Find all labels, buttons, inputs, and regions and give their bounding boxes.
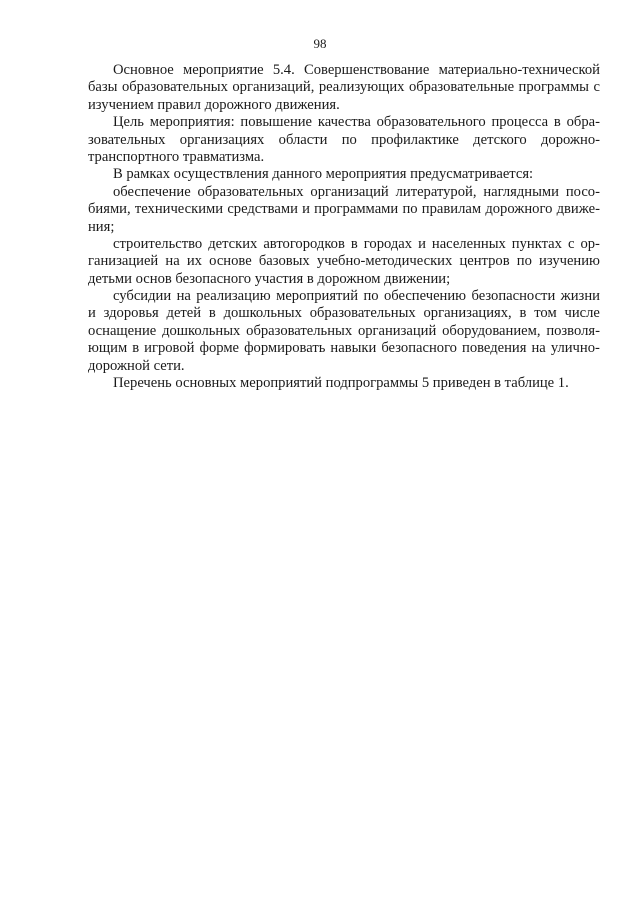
word: обра- <box>566 114 600 131</box>
text-line <box>88 288 600 305</box>
word: области <box>278 131 328 148</box>
word: мероприятий <box>276 288 359 305</box>
word: навыки <box>330 340 377 357</box>
text-line <box>88 253 600 270</box>
word: субсидии <box>113 288 172 305</box>
word: техническими <box>134 201 224 218</box>
word: образовательных <box>121 79 228 96</box>
word: населенных <box>431 235 506 252</box>
word: базовых <box>258 253 310 270</box>
word: реализующих <box>318 79 405 96</box>
word: зовательных <box>88 131 166 148</box>
word: с <box>567 235 575 252</box>
word: в <box>208 305 216 322</box>
word: в <box>350 235 358 252</box>
text-line <box>88 114 600 131</box>
word: по <box>363 288 379 305</box>
word: автогородков <box>263 235 345 252</box>
word: ганизацией <box>88 253 159 270</box>
word: на <box>531 340 546 357</box>
text-line <box>88 236 600 253</box>
word: качества <box>317 114 371 131</box>
text-line <box>88 271 600 288</box>
word: образовательного <box>376 114 486 131</box>
word: средствами <box>227 201 298 218</box>
word: организаций <box>357 322 437 339</box>
text-line <box>88 132 600 149</box>
word: безопасности <box>471 288 556 305</box>
word: детских <box>208 235 258 252</box>
word: Цель <box>113 114 144 131</box>
word: здоровья <box>103 305 159 322</box>
word: образовательных <box>197 183 304 200</box>
word: дорожно- <box>540 131 600 148</box>
paragraph <box>88 184 600 236</box>
word: 5.4. <box>272 62 295 78</box>
word: материально-технической <box>438 62 600 78</box>
paragraph <box>88 62 600 114</box>
word: том <box>534 305 557 322</box>
line-text: ния; <box>88 218 115 235</box>
word: улично- <box>550 340 600 357</box>
word: образовательных <box>246 322 353 339</box>
word: игровой <box>144 340 195 357</box>
word: посо- <box>565 183 600 200</box>
text-line <box>88 62 600 79</box>
word: Основное <box>113 62 174 78</box>
line-text: детьми основ безопасного участия в дорожном движении; <box>88 270 451 287</box>
word: обеспечение <box>113 183 191 200</box>
word: программы <box>518 79 589 96</box>
word: по <box>341 131 357 148</box>
word: числе <box>564 305 600 322</box>
line-text: изучением правил дорожного движения. <box>88 96 340 113</box>
word: образовательные <box>408 79 515 96</box>
word: позволя- <box>546 322 600 339</box>
word: мероприятия: <box>149 114 235 131</box>
word: учебно-методических <box>316 253 453 270</box>
text-line <box>88 305 600 322</box>
word: формировать <box>244 340 326 357</box>
line-text: транспортного травматизма. <box>88 148 265 165</box>
word: движе- <box>556 201 600 218</box>
word: с <box>593 79 600 96</box>
word: повышение <box>240 114 313 131</box>
text-line <box>88 97 600 114</box>
paragraph <box>88 114 600 166</box>
word: в <box>132 340 140 357</box>
word: ор- <box>580 235 600 252</box>
word: безопасного <box>381 340 457 357</box>
word: центров <box>459 253 510 270</box>
word: на <box>165 253 180 270</box>
word: оснащение <box>88 322 157 339</box>
word: и <box>418 235 426 252</box>
word: их <box>186 253 202 270</box>
word: процесса <box>491 114 549 131</box>
word: организаций, <box>232 79 315 96</box>
word: Совершенствование <box>303 62 430 78</box>
word: дошкольных <box>223 305 302 322</box>
text-line <box>88 219 600 236</box>
word: реализацию <box>196 288 271 305</box>
word: изучению <box>539 253 600 270</box>
text-line <box>88 184 600 201</box>
word: строительство <box>113 235 203 252</box>
word: по <box>402 201 418 218</box>
word: мероприятие <box>183 62 264 78</box>
word: образовательных <box>309 305 416 322</box>
line-text: дорожной сети. <box>88 357 185 374</box>
text-line <box>88 201 600 218</box>
word: и <box>302 201 310 218</box>
word: литературой, <box>395 183 477 200</box>
word: на <box>176 288 191 305</box>
text-line <box>88 358 600 375</box>
word: обеспечению <box>383 288 467 305</box>
word: пунктах <box>511 235 562 252</box>
text-line <box>88 375 600 392</box>
word: организациях <box>179 131 265 148</box>
word: базы <box>88 79 118 96</box>
paragraph <box>88 236 600 288</box>
text-line <box>88 166 600 183</box>
word: в <box>519 305 527 322</box>
word: основе <box>209 253 252 270</box>
word: жизни <box>560 288 600 305</box>
word: форме <box>199 340 240 357</box>
word: правилам <box>421 201 482 218</box>
paragraph <box>88 166 600 183</box>
line-text: В рамках осуществления данного мероприятия предусматривается: <box>113 166 534 183</box>
word: дорожного <box>485 201 553 218</box>
word: детского <box>473 131 527 148</box>
word: программами <box>314 201 399 218</box>
word: профилактике <box>371 131 459 148</box>
word: оборудованием, <box>442 322 541 339</box>
word: биями, <box>88 201 131 218</box>
line-text: Перечень основных мероприятий подпрограммы 5 приведен в таблице 1. <box>113 375 569 392</box>
text-line <box>88 149 600 166</box>
page-number: 98 <box>313 36 327 51</box>
word: организаций <box>310 183 389 200</box>
word: дошкольных <box>162 322 241 339</box>
text-line <box>88 340 600 357</box>
word: наглядными <box>483 183 559 200</box>
word: ющим <box>88 340 128 357</box>
text-line <box>88 323 600 340</box>
word: по <box>516 253 532 270</box>
word: детей <box>166 305 202 322</box>
word: организациях, <box>423 305 512 322</box>
body-text <box>88 62 600 392</box>
word: и <box>88 305 96 322</box>
paragraph <box>88 288 600 375</box>
paragraph <box>88 375 600 392</box>
word: городах <box>363 235 413 252</box>
word: в <box>553 114 561 131</box>
text-line <box>88 79 600 96</box>
word: поведения <box>462 340 527 357</box>
